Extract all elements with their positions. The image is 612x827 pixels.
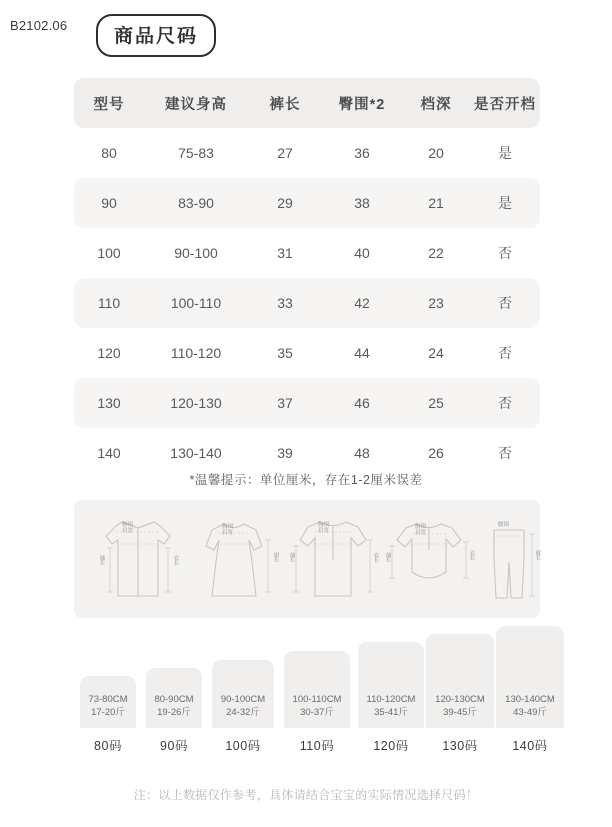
cell-height: 130-140 (170, 445, 222, 461)
size-bar-weight-range: 39-45斤 (443, 707, 477, 719)
column-header-hip: 臀围*2 (338, 96, 386, 113)
cell-hip: 40 (354, 245, 370, 261)
size-bar (212, 660, 274, 728)
table-row (74, 378, 540, 428)
size-bar-caption: 110码 (299, 739, 335, 753)
cell-open-crotch: 否 (498, 245, 512, 261)
table-row (74, 178, 540, 228)
measurement-tip: *温馨提示：单位厘米，存在1-2厘米误差 (189, 473, 423, 487)
cell-pant-length: 35 (277, 345, 293, 361)
size-bar-text (358, 694, 424, 720)
cell-crotch-depth: 24 (428, 345, 444, 361)
size-bar-height-range: 120-130CM (435, 694, 485, 706)
cell-crotch-depth: 23 (428, 295, 444, 311)
bodysuit-icon (384, 500, 474, 618)
size-bar-weight-range: 30-37斤 (300, 707, 334, 719)
table-body (74, 128, 540, 478)
cell-hip: 38 (354, 195, 370, 211)
size-bar-weight-range: 19-26斤 (157, 707, 191, 719)
pants-length-label: 裤长 (534, 550, 541, 559)
cell-pant-length: 29 (277, 195, 293, 211)
cell-open-crotch: 是 (498, 145, 512, 161)
cell-crotch-depth: 25 (428, 395, 444, 411)
size-bar (146, 668, 202, 728)
size-bar (284, 651, 350, 728)
table-row (74, 328, 540, 378)
page-title: 商品尺码 (96, 14, 216, 57)
column-header-pant-length: 裤长 (269, 96, 301, 113)
romper-icon (288, 500, 378, 618)
cell-pant-length: 37 (277, 395, 293, 411)
jacket-diagram (92, 500, 184, 618)
cell-hip: 44 (354, 345, 370, 361)
table-row (74, 278, 540, 328)
size-bar-text (496, 694, 564, 720)
footer-note: 注：以上数据仅作参考，具体请结合宝宝的实际情况选择尺码！ (133, 788, 479, 802)
romper-sleeve-label: 袖长 (288, 552, 295, 561)
cell-model: 140 (97, 445, 121, 461)
size-bar-height-range: 90-100CM (220, 694, 266, 706)
bodysuit-chest-label: 胸围 肩宽 (415, 524, 427, 537)
column-header-model: 型号 (93, 96, 125, 113)
size-bar-height-range: 100-110CM (292, 694, 342, 706)
cell-hip: 48 (354, 445, 370, 461)
pants-waist-label: 腰围 (498, 522, 510, 528)
dress-diagram (194, 500, 280, 618)
cell-model: 100 (97, 245, 121, 261)
size-bar-weight-range: 43-49斤 (513, 707, 547, 719)
bodysuit-sleeve-label: 袖长 (384, 552, 391, 561)
cell-height: 100-110 (170, 295, 222, 311)
cell-height: 90-100 (174, 245, 218, 261)
romper-body-length-label: 衣长 (372, 552, 379, 561)
cell-height: 110-120 (170, 345, 222, 361)
table-header-row (74, 78, 540, 128)
sku-code: B2102.06 (10, 18, 68, 33)
dress-icon (194, 500, 280, 618)
size-bar-height-range: 110-120CM (366, 694, 416, 706)
size-bar-text (284, 694, 350, 720)
pants-diagram (478, 500, 540, 618)
cell-open-crotch: 否 (498, 395, 512, 411)
cell-height: 75-83 (178, 145, 214, 161)
size-bar-weight-range: 35-41斤 (374, 707, 408, 719)
jacket-icon (92, 500, 184, 618)
size-bar (80, 676, 136, 728)
cell-crotch-depth: 21 (428, 195, 444, 211)
size-bar (496, 626, 564, 728)
bodysuit-body-length-label: 衣长 (468, 550, 475, 559)
size-bar-text (80, 694, 136, 720)
cell-hip: 36 (354, 145, 370, 161)
column-header-open-crotch: 是否开档 (474, 96, 536, 113)
size-bar-height-range: 130-140CM (505, 694, 555, 706)
cell-hip: 42 (354, 295, 370, 311)
size-bar-caption: 120码 (373, 739, 409, 753)
cell-pant-length: 31 (277, 245, 293, 261)
cell-pant-length: 39 (277, 445, 293, 461)
pants-icon (478, 500, 540, 618)
cell-crotch-depth: 26 (428, 445, 444, 461)
size-bar-height-range: 73-80CM (88, 694, 128, 706)
cell-pant-length: 27 (277, 145, 293, 161)
cell-crotch-depth: 22 (428, 245, 444, 261)
size-bar-chart (74, 636, 555, 756)
column-header-crotch-depth: 档深 (420, 96, 452, 113)
dress-chest-label: 胸围 肩宽 (222, 524, 234, 537)
romper-diagram (288, 500, 378, 618)
size-bar (358, 642, 424, 728)
cell-model: 110 (97, 295, 121, 311)
cell-open-crotch: 否 (498, 345, 512, 361)
table-row (74, 228, 540, 278)
bodysuit-diagram (384, 500, 474, 618)
size-bar-caption: 90码 (160, 739, 188, 753)
size-bar-caption: 100码 (225, 739, 261, 753)
column-header-height: 建议身高 (165, 96, 227, 113)
size-bar-caption: 140码 (512, 739, 548, 753)
cell-height: 120-130 (170, 395, 222, 411)
cell-open-crotch: 是 (498, 195, 512, 211)
size-bar-weight-range: 17-20斤 (91, 707, 125, 719)
size-bar-height-range: 80-90CM (154, 694, 194, 706)
table-row (74, 128, 540, 178)
table-header (74, 78, 540, 128)
size-bar-weight-range: 24-32斤 (226, 707, 260, 719)
jacket-chest-label: 胸围 肩宽 (122, 522, 134, 535)
romper-chest-label: 胸围 肩宽 (318, 522, 330, 535)
cell-pant-length: 33 (277, 295, 293, 311)
size-bar-caption: 80码 (94, 739, 122, 753)
cell-height: 83-90 (178, 195, 214, 211)
cell-model: 90 (101, 195, 117, 211)
garment-diagram-band (74, 500, 540, 618)
cell-model: 80 (101, 145, 117, 161)
cell-open-crotch: 否 (498, 445, 512, 461)
size-table (74, 78, 540, 478)
size-bar-caption: 130码 (442, 739, 478, 753)
jacket-sleeve-label: 袖长 (98, 555, 105, 564)
size-bar-text (212, 694, 274, 720)
dress-skirt-length-label: 裙长 (272, 552, 279, 561)
jacket-body-length-label: 衣长 (172, 555, 179, 564)
cell-model: 120 (97, 345, 121, 361)
size-bar (426, 634, 494, 728)
cell-hip: 46 (354, 395, 370, 411)
cell-crotch-depth: 20 (428, 145, 444, 161)
cell-model: 130 (97, 395, 121, 411)
size-bar-text (426, 694, 494, 720)
size-bar-text (146, 694, 202, 720)
cell-open-crotch: 否 (498, 295, 512, 311)
